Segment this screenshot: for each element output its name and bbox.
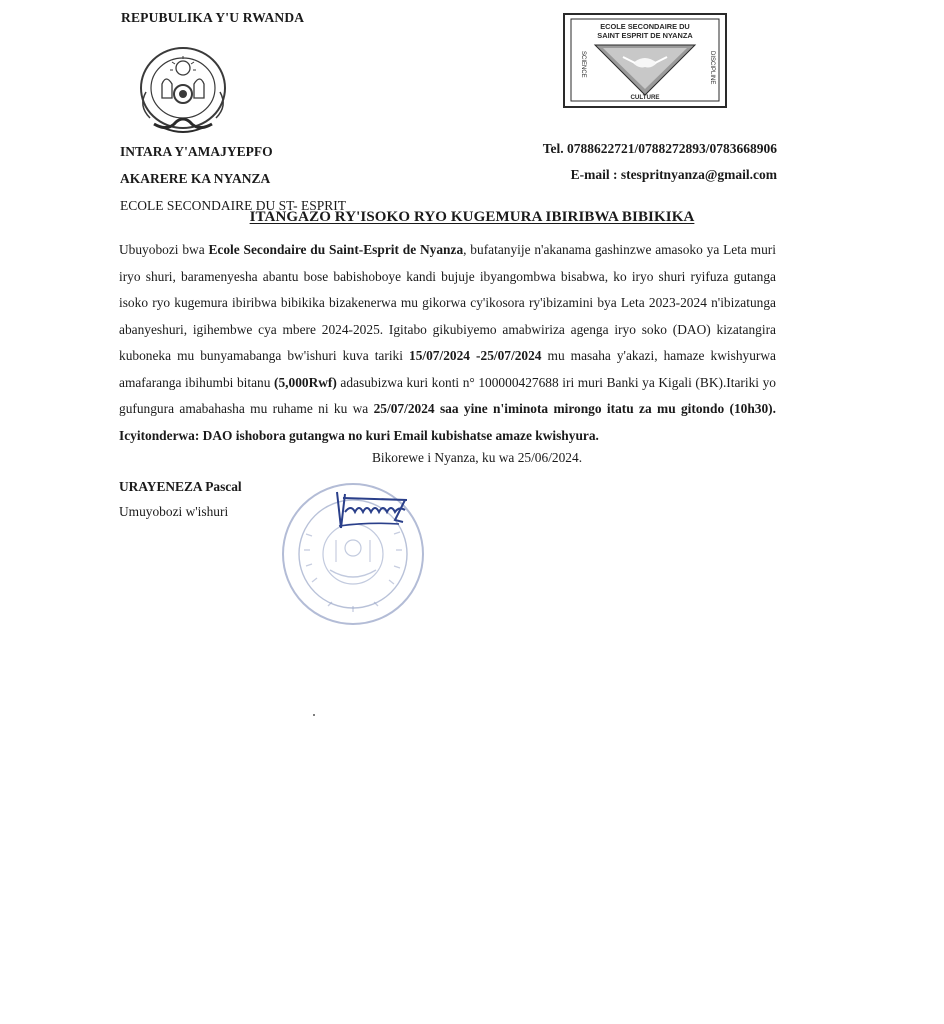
rwanda-coat-of-arms-icon xyxy=(124,44,242,136)
logo-text-left: SCIENCE xyxy=(580,51,586,78)
logo-text-line1: ECOLE SECONDAIRE DU xyxy=(600,22,690,31)
body-part-7: adasubizwa kuri konti n° 100000427688 iri muri Banki ya Kigali (BK).Itariki yo gufungura amabahasha mu ruhame ni ku wa xyxy=(119,374,776,416)
district-line: AKARERE KA NYANZA xyxy=(120,171,271,186)
logo-text-line2: SAINT ESPRIT DE NYANZA xyxy=(597,31,693,40)
body-part-5: mu masaha y'akazi, hamaze kwishyurwa amafaranga ibihumbi bitanu xyxy=(119,348,776,390)
signer-name: URAYENEZA Pascal xyxy=(119,479,242,494)
republic-heading: REPUBULIKA Y'U RWANDA xyxy=(121,10,305,25)
sender-address xyxy=(120,138,346,219)
scan-speck xyxy=(313,714,315,716)
body-part-3: , bufatanyije n'akanama gashinzwe amasoko ya Leta muri iryo shuri, baramenyesha abantu bose babishoboye kandi bujuje ibyangombwa bisabwa, ko iryo shuri ryifuza gutanga isoko ryo kugemura ibiribwa bibikika bizakenerwa mu gikorwa cy'ikosora ry'ibizamini bya Leta 2023-2024 n'ibizatunga abanyeshuri, igihembwe cya mbere 2024-2025. Igitabo gikubiyemo amabwiriza agenga iryo soko (DAO) kizatangira kuboneka mu bunyamabanga bw'ishuri kuva tariki xyxy=(119,242,776,363)
telephone-line: Tel. 0788622721/0788272893/0783668906 xyxy=(542,141,777,156)
school-logo-icon xyxy=(563,13,727,108)
signer-block xyxy=(119,474,242,524)
logo-text-right: DISCIPLINE xyxy=(709,51,715,85)
body-dates: 15/07/2024 -25/07/2024 xyxy=(409,348,542,363)
contact-info xyxy=(500,136,777,188)
province-line: INTARA Y'AMAJYEPFO xyxy=(120,144,273,159)
logo-text-bottom: CULTURE xyxy=(630,94,660,101)
school-line: ECOLE SECONDAIRE DU ST- ESPRIT xyxy=(120,198,347,213)
announcement-body xyxy=(119,237,776,449)
body-opening-note: 25/07/2024 saa yine n'iminota mirongo itatu za mu gitondo (10h30). Icyitonderwa: DAO ishobora gutangwa no kuri Email kubishatse amaze kwishyura. xyxy=(119,401,776,443)
issued-place-date: Bikorewe i Nyanza, ku wa 25/06/2024. xyxy=(371,450,583,465)
announcement-title: ITANGAZO RY'ISOKO RYO KUGEMURA IBIRIBWA BIBIKIKA xyxy=(249,209,695,225)
body-fee: (5,000Rwf) xyxy=(274,374,337,390)
email-line: E-mail : stespritnyanza@gmail.com xyxy=(570,167,777,182)
body-part-1: Ubuyobozi bwa xyxy=(119,242,209,257)
body-school-name: Ecole Secondaire du Saint-Esprit de Nyanza xyxy=(208,242,464,257)
signer-role: Umuyobozi w'ishuri xyxy=(119,504,229,519)
signature-icon xyxy=(329,482,409,532)
